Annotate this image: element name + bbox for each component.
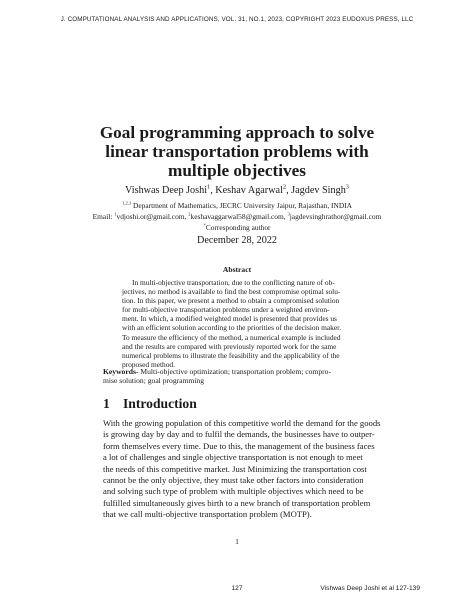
email-mark: 2 xyxy=(188,211,191,217)
intro-line: With the growing population of this competitive world the demand for the goods xyxy=(103,418,381,428)
keywords-text: Multi-objective optimization; transportation problem; compro- xyxy=(138,367,331,376)
section-number: 1 xyxy=(103,396,110,411)
email-address[interactable]: vdjoshi.or@gmail.com xyxy=(116,212,185,221)
email-mark: 3 xyxy=(287,211,290,217)
abstract-line: ment. In which, a modified weighted model is presented that provides us xyxy=(122,314,337,324)
abstract-line: jectives, no method is available to find the best compromise optimal solu- xyxy=(122,287,341,297)
abstract-line: for multi-objective transportation problems under a weighted environ- xyxy=(122,305,330,315)
paper-date: December 28, 2022 xyxy=(196,235,278,246)
journal-running-header: J. COMPUTATIONAL ANALYSIS AND APPLICATIONS, VOL. 31, NO.1, 2023, COPYRIGHT 2023 EUDOXUS PRESS, LLC xyxy=(60,16,414,23)
author-name: Keshav Agarwal xyxy=(215,185,283,196)
affiliation-text: Department of Mathematics, JECRC University Jaipur, Rajasthan, INDIA xyxy=(131,201,352,210)
keywords-line xyxy=(103,367,371,376)
intro-line: that we call multi-objective transportation problem (MOTP). xyxy=(103,509,312,520)
intro-line: is growing day by day and to fulfil the demands, the businesses have to outper- xyxy=(103,429,375,440)
corresponding-text: Corresponding author xyxy=(205,223,271,232)
section-title: Introduction xyxy=(123,396,197,411)
abstract-line: numerical problems to illustrate the feasibility and the applicability of the xyxy=(122,350,340,360)
corresponding-author-note xyxy=(40,223,434,232)
email-mark: 1 xyxy=(114,211,117,217)
intro-line: a lot of challenges and single objective transportation is not enough to meet xyxy=(103,452,363,463)
abstract-line: In multi-objective transportation, due to the conflicting nature of ob- xyxy=(132,278,335,287)
author-list: Vishwas Deep Joshi$^1$, Keshav Agarwal$^2$, Jagdev Singh$^3$ xyxy=(125,183,349,196)
title-line: linear transportation problems with xyxy=(105,142,369,161)
intro-line: form themselves every time. Due to this, the management of the business faces xyxy=(103,440,375,451)
author-name: Vishwas Deep Joshi xyxy=(125,185,208,196)
abstract-line: proposed method. xyxy=(122,359,175,369)
affiliation xyxy=(40,201,434,210)
keywords-label: Keywords- xyxy=(103,367,139,376)
abstract-heading: Abstract xyxy=(222,265,252,274)
keywords xyxy=(103,367,371,385)
page-number: 1 xyxy=(235,537,239,546)
email-separator: , xyxy=(184,212,189,221)
email-separator: , xyxy=(283,212,288,221)
author-mark: 2 xyxy=(282,183,287,191)
email-line xyxy=(40,212,434,221)
abstract-line: To measure the efficiency of the method, a numerical example is included xyxy=(122,332,341,342)
author-mark: 3 xyxy=(345,183,349,191)
intro-line: and solving such type of problem with multiple objectives which need to be xyxy=(103,486,364,497)
abstract-line: with an efficient solution according to the priorities of the decision maker. xyxy=(122,323,342,333)
title-line: Goal programming approach to solve xyxy=(99,123,375,142)
author-name: Jagdev Singh xyxy=(291,185,346,196)
intro-line: fulfilled simultaneously gives birth to a new branch of transportation problem xyxy=(103,497,371,508)
title-line: multiple objectives xyxy=(168,161,306,180)
abstract-line: and the results are compared with previously reported work for the same xyxy=(122,341,337,351)
email-address[interactable]: keshavaggarwal58@gmail.com xyxy=(190,212,284,221)
paper-title xyxy=(60,123,414,180)
affiliation-marks: 1,2,3 xyxy=(122,200,132,206)
footer-citation: Vishwas Deep Joshi et al 127-139 xyxy=(320,585,420,592)
email-address[interactable]: jagdevsinghrathor@gmail.com xyxy=(289,212,382,221)
corresponding-mark: * xyxy=(203,222,206,228)
intro-line: the needs of this competitive market. Just Minimizing the transportation cost xyxy=(103,463,367,474)
author-mark: 1 xyxy=(207,183,211,191)
intro-line: cannot be the only objective, they must take other factors into consideration xyxy=(103,475,364,486)
abstract-body xyxy=(122,278,350,369)
keywords-line: mise solution; goal programming xyxy=(103,376,205,386)
email-label: Email: xyxy=(92,212,115,221)
section-heading-introduction xyxy=(103,396,197,412)
introduction-paragraph xyxy=(103,418,381,521)
footer-page-number: 127 xyxy=(231,585,243,592)
abstract-line: tion. In this paper, we present a method to obtain a compromised solution xyxy=(122,296,340,306)
